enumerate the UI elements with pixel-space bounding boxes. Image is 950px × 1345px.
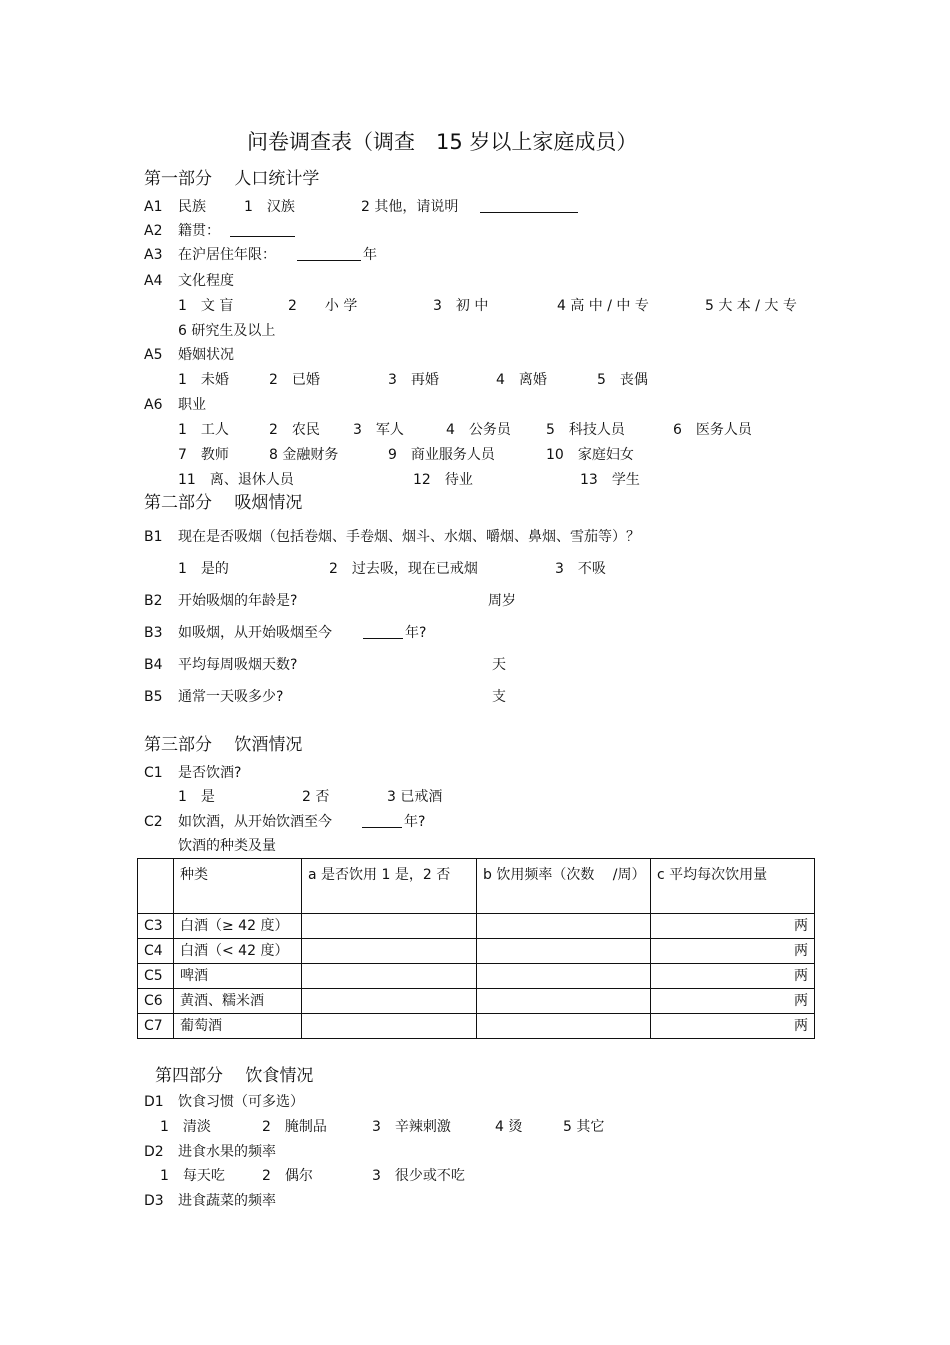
option-a5-2[interactable]: 2 已婚: [269, 372, 320, 388]
option-a1-1[interactable]: 1 汉族: [244, 199, 295, 215]
question-code-d3: D3: [144, 1193, 164, 1209]
question-code-b5: B5: [144, 689, 163, 705]
option-a6-3[interactable]: 3 军人: [353, 422, 404, 438]
option-d1-5[interactable]: 5 其它: [563, 1119, 605, 1135]
option-b1-2[interactable]: 2 过去吸，现在已戒烟: [329, 561, 478, 577]
option-a6-6[interactable]: 6 医务人员: [673, 422, 752, 438]
option-a6-1[interactable]: 1 工人: [178, 422, 229, 438]
answer-blank-a3[interactable]: [297, 248, 361, 261]
cell-b[interactable]: [477, 939, 651, 964]
question-code-b1: B1: [144, 529, 163, 545]
question-label-c1: 是否饮酒?: [178, 765, 242, 781]
row-kind: 白酒（≥ 42 度）: [174, 914, 302, 939]
section-heading-part2: 第二部分 吸烟情况: [144, 493, 303, 513]
question-label-b1: 现在是否吸烟（包括卷烟、手卷烟、烟斗、水烟、嚼烟、鼻烟、雪茄等）？: [178, 529, 640, 545]
answer-blank-a1[interactable]: [480, 200, 578, 213]
answer-blank-a2[interactable]: [230, 224, 295, 237]
table-header-c: c 平均每次饮用量: [651, 859, 815, 914]
option-a5-1[interactable]: 1 未婚: [178, 372, 229, 388]
option-d2-3[interactable]: 3 很少或不吃: [372, 1168, 465, 1184]
option-d1-2[interactable]: 2 腌制品: [262, 1119, 327, 1135]
cell-a[interactable]: [302, 989, 477, 1014]
option-a6-7[interactable]: 7 教师: [178, 447, 229, 463]
question-label-a6: 职业: [178, 397, 206, 413]
question-code-c2: C2: [144, 814, 163, 830]
option-b1-1[interactable]: 1 是的: [178, 561, 229, 577]
option-c1-2[interactable]: 2 否: [302, 789, 330, 805]
row-kind: 葡萄酒: [174, 1014, 302, 1039]
cell-c[interactable]: 两: [651, 964, 815, 989]
question-label-d1: 饮食习惯（可多选）: [178, 1094, 304, 1110]
cell-a[interactable]: [302, 914, 477, 939]
section-heading-part3: 第三部分 饮酒情况: [144, 735, 303, 755]
unit-b3: 年?: [405, 625, 427, 641]
unit-b4: 天: [492, 657, 506, 673]
table-header-b: b 饮用频率（次数 /周）: [477, 859, 651, 914]
option-a6-4[interactable]: 4 公务员: [446, 422, 511, 438]
option-a5-3[interactable]: 3 再婚: [388, 372, 439, 388]
table-row: [138, 914, 815, 939]
question-code-a6: A6: [144, 397, 163, 413]
question-label-a5: 婚姻状况: [178, 347, 234, 363]
cell-a[interactable]: [302, 1014, 477, 1039]
row-code: C4: [138, 939, 174, 964]
option-a4-3[interactable]: 3 初 中: [433, 298, 489, 314]
question-code-b4: B4: [144, 657, 163, 673]
option-c1-1[interactable]: 1 是: [178, 789, 215, 805]
question-label-a3: 在沪居住年限：: [178, 247, 276, 263]
option-a6-8[interactable]: 8 金融财务: [269, 447, 339, 463]
cell-b[interactable]: [477, 964, 651, 989]
answer-blank-b3[interactable]: [363, 626, 403, 639]
option-d1-1[interactable]: 1 清淡: [160, 1119, 211, 1135]
table-header-kind: 种类: [174, 859, 302, 914]
cell-c[interactable]: 两: [651, 914, 815, 939]
cell-c[interactable]: 两: [651, 1014, 815, 1039]
unit-b2: 周岁: [488, 593, 516, 609]
question-label-a4: 文化程度: [178, 273, 234, 289]
cell-b[interactable]: [477, 1014, 651, 1039]
row-kind: 白酒（< 42 度）: [174, 939, 302, 964]
table-header-code: [138, 859, 174, 914]
table-row: [138, 939, 815, 964]
option-a6-2[interactable]: 2 农民: [269, 422, 320, 438]
option-a4-4[interactable]: 4 高 中 / 中 专: [557, 298, 649, 314]
cell-c[interactable]: 两: [651, 989, 815, 1014]
drinking-table: [137, 858, 815, 1039]
option-a1-2[interactable]: 2 其他，请说明: [361, 199, 459, 215]
question-label-b5: 通常一天吸多少?: [178, 689, 284, 705]
row-code: C3: [138, 914, 174, 939]
question-label-c2: 如饮酒，从开始饮酒至今: [178, 814, 332, 830]
option-d2-1[interactable]: 1 每天吃: [160, 1168, 225, 1184]
option-a6-11[interactable]: 11 离、退休人员: [178, 472, 294, 488]
option-c1-3[interactable]: 3 已戒酒: [387, 789, 443, 805]
option-a4-6[interactable]: 6 研究生及以上: [178, 323, 276, 339]
question-code-a4: A4: [144, 273, 163, 289]
table-caption: 饮酒的种类及量: [178, 838, 276, 854]
question-label-b3: 如吸烟，从开始吸烟至今: [178, 625, 332, 641]
option-a4-2[interactable]: 2 小 学: [288, 298, 358, 314]
option-a5-5[interactable]: 5 丧偶: [597, 372, 648, 388]
question-code-a2: A2: [144, 223, 163, 239]
question-code-a3: A3: [144, 247, 163, 263]
option-a6-9[interactable]: 9 商业服务人员: [388, 447, 495, 463]
row-code: C7: [138, 1014, 174, 1039]
cell-a[interactable]: [302, 939, 477, 964]
table-row: [138, 964, 815, 989]
question-code-a5: A5: [144, 347, 163, 363]
option-a6-12[interactable]: 12 待业: [413, 472, 473, 488]
question-code-b2: B2: [144, 593, 163, 609]
table-row: [138, 1014, 815, 1039]
row-kind: 黄酒、糯米酒: [174, 989, 302, 1014]
question-label-b2: 开始吸烟的年龄是?: [178, 593, 298, 609]
question-code-c1: C1: [144, 765, 163, 781]
question-code-a1: A1: [144, 199, 163, 215]
question-code-b3: B3: [144, 625, 163, 641]
question-label-d3: 进食蔬菜的频率: [178, 1193, 276, 1209]
answer-blank-c2[interactable]: [362, 815, 402, 828]
table-header-row: [138, 859, 815, 914]
option-a6-5[interactable]: 5 科技人员: [546, 422, 625, 438]
unit-a3: 年: [363, 247, 377, 263]
option-a5-4[interactable]: 4 离婚: [496, 372, 547, 388]
unit-c2: 年?: [404, 814, 426, 830]
option-a4-1[interactable]: 1 文 盲: [178, 298, 234, 314]
row-code: C6: [138, 989, 174, 1014]
row-kind: 啤酒: [174, 964, 302, 989]
option-d1-3[interactable]: 3 辛辣刺激: [372, 1119, 451, 1135]
cell-a[interactable]: [302, 964, 477, 989]
cell-b[interactable]: [477, 989, 651, 1014]
question-label-b4: 平均每周吸烟天数?: [178, 657, 298, 673]
page-title: 问卷调查表（调查 15 岁以上家庭成员）: [247, 130, 638, 154]
option-a6-10[interactable]: 10 家庭妇女: [546, 447, 634, 463]
option-a4-5[interactable]: 5 大 本 / 大 专: [705, 298, 797, 314]
section-heading-part4: 第四部分 饮食情况: [155, 1066, 314, 1086]
question-label-a1: 民族: [178, 199, 206, 215]
question-code-d2: D2: [144, 1144, 164, 1160]
table-row: [138, 989, 815, 1014]
question-label-d2: 进食水果的频率: [178, 1144, 276, 1160]
row-code: C5: [138, 964, 174, 989]
section-heading-part1: 第一部分 人口统计学: [144, 169, 320, 189]
cell-c[interactable]: 两: [651, 939, 815, 964]
option-d1-4[interactable]: 4 烫: [495, 1119, 523, 1135]
question-label-a2: 籍贯：: [178, 223, 220, 239]
option-a6-13[interactable]: 13 学生: [580, 472, 640, 488]
question-code-d1: D1: [144, 1094, 164, 1110]
unit-b5: 支: [492, 689, 506, 705]
option-d2-2[interactable]: 2 偶尔: [262, 1168, 313, 1184]
option-b1-3[interactable]: 3 不吸: [555, 561, 606, 577]
cell-b[interactable]: [477, 914, 651, 939]
table-header-a: a 是否饮用 1 是，2 否: [302, 859, 477, 914]
